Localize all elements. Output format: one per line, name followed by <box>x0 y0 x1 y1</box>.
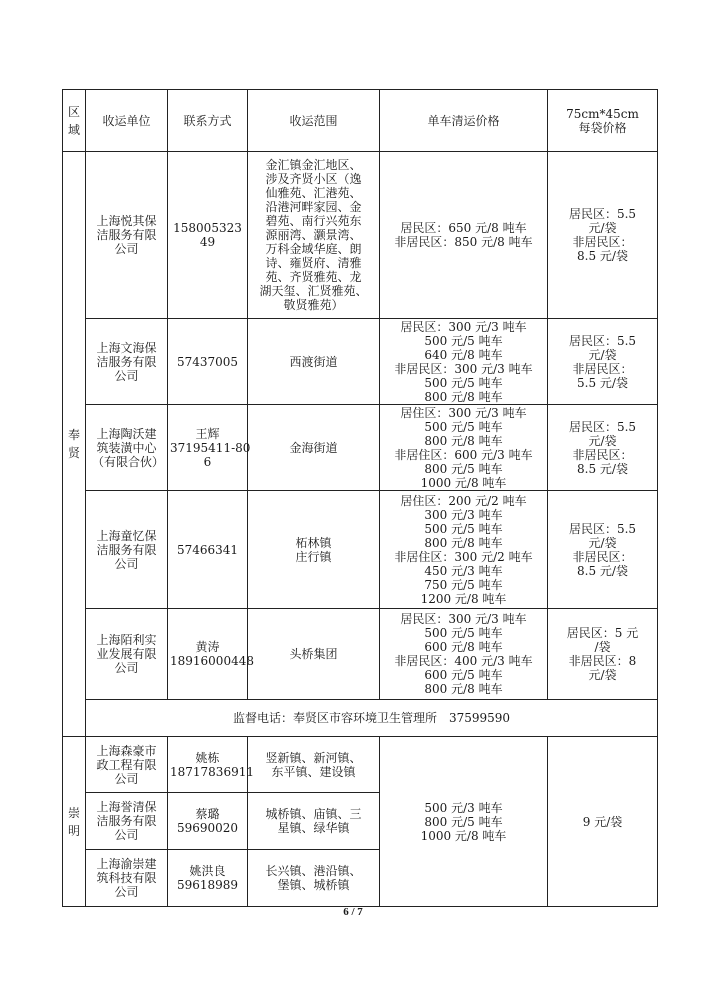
unit-name: 上海陌利实业发展有限公司 <box>86 609 168 700</box>
supervision-phone: 监督电话：奉贤区市容环境卫生管理所 37599590 <box>86 700 658 737</box>
table-row <box>63 152 658 319</box>
bag-price: 9 元/袋 <box>548 737 658 907</box>
collection-scope: 竖新镇、新河镇、 东平镇、建设镇 <box>248 737 380 793</box>
table-row <box>63 737 658 793</box>
truck-price: 居住区：300 元/3 吨车 500 元/5 吨车 800 元/8 吨车 非居住区：600 元/3 吨车 800 元/5 吨车 1000 元/8 吨车 <box>380 405 548 491</box>
bag-price: 居民区：5.5 元/袋 非居民区： 5.5 元/袋 <box>548 319 658 405</box>
header-price: 单车清运价格 <box>380 90 548 152</box>
contact-info: 黄涛 18916000448 <box>168 609 248 700</box>
contact-info: 15800532349 <box>168 152 248 319</box>
truck-price: 居住区：200 元/2 吨车 300 元/3 吨车 500 元/5 吨车 800 元/8 吨车 非居住区：300 元/2 吨车 450 元/3 吨车 750 元/5 吨车 1200 元/8 吨车 <box>380 491 548 609</box>
page-number: 6 / 7 <box>343 906 363 918</box>
price-table <box>62 89 658 907</box>
bag-price: 居民区：5.5 元/袋 非居民区： 8.5 元/袋 <box>548 152 658 319</box>
table-row <box>63 491 658 609</box>
collection-scope: 金汇镇金汇地区、 涉及齐贤小区（逸 仙雅苑、汇港苑、 沿港河畔家园、金 碧苑、南行兴苑东 源丽湾、灏景湾、 万科金域华庭、朗 诗、雍贤府、清雅 苑、齐贤雅苑、龙 湖天玺、汇贤雅苑、 敬贤雅苑） <box>248 152 380 319</box>
collection-scope: 长兴镇、港沿镇、 堡镇、城桥镇 <box>248 850 380 907</box>
unit-name: 上海文海保洁服务有限公司 <box>86 319 168 405</box>
unit-name: 上海陶沃建筑装潢中心（有限合伙） <box>86 405 168 491</box>
contact-info: 王辉 37195411-80 6 <box>168 405 248 491</box>
truck-price: 居民区：300 元/3 吨车 500 元/5 吨车 640 元/8 吨车 非居民区：300 元/3 吨车 500 元/5 吨车 800 元/8 吨车 <box>380 319 548 405</box>
contact-info: 57437005 <box>168 319 248 405</box>
contact-info: 蔡璐 59690020 <box>168 793 248 850</box>
header-bag: 75cm*45cm 每袋价格 <box>548 90 658 152</box>
header-contact: 联系方式 <box>168 90 248 152</box>
collection-scope: 柘林镇 庄行镇 <box>248 491 380 609</box>
unit-name: 上海悦其保洁服务有限公司 <box>86 152 168 319</box>
region-chongming: 崇明 <box>63 737 86 907</box>
unit-name: 上海森豪市政工程有限公司 <box>86 737 168 793</box>
bag-price: 居民区：5.5 元/袋 非居民区： 8.5 元/袋 <box>548 491 658 609</box>
contact-info: 姚洪良 59618989 <box>168 850 248 907</box>
collection-scope: 金海街道 <box>248 405 380 491</box>
truck-price: 居民区：650 元/8 吨车 非居民区：850 元/8 吨车 <box>380 152 548 319</box>
supervision-row <box>63 700 658 737</box>
unit-name: 上海童忆保洁服务有限公司 <box>86 491 168 609</box>
header-unit: 收运单位 <box>86 90 168 152</box>
bag-price: 居民区：5 元 /袋 非居民区：8 元/袋 <box>548 609 658 700</box>
contact-info: 姚栋 18717836911 <box>168 737 248 793</box>
collection-scope: 城桥镇、庙镇、三 星镇、绿华镇 <box>248 793 380 850</box>
bag-price: 居民区：5.5 元/袋 非居民区： 8.5 元/袋 <box>548 405 658 491</box>
contact-info: 57466341 <box>168 491 248 609</box>
table-row <box>63 609 658 700</box>
header-row <box>63 90 658 152</box>
header-region: 区域 <box>63 90 86 152</box>
table-row <box>63 319 658 405</box>
unit-name: 上海誉清保洁服务有限公司 <box>86 793 168 850</box>
collection-scope: 西渡街道 <box>248 319 380 405</box>
collection-scope: 头桥集团 <box>248 609 380 700</box>
region-fengxian: 奉贤 <box>63 152 86 737</box>
truck-price: 500 元/3 吨车 800 元/5 吨车 1000 元/8 吨车 <box>380 737 548 907</box>
header-scope: 收运范围 <box>248 90 380 152</box>
table-row <box>63 405 658 491</box>
truck-price: 居民区：300 元/3 吨车 500 元/5 吨车 600 元/8 吨车 非居民区：400 元/3 吨车 600 元/5 吨车 800 元/8 吨车 <box>380 609 548 700</box>
unit-name: 上海渝崇建筑科技有限公司 <box>86 850 168 907</box>
